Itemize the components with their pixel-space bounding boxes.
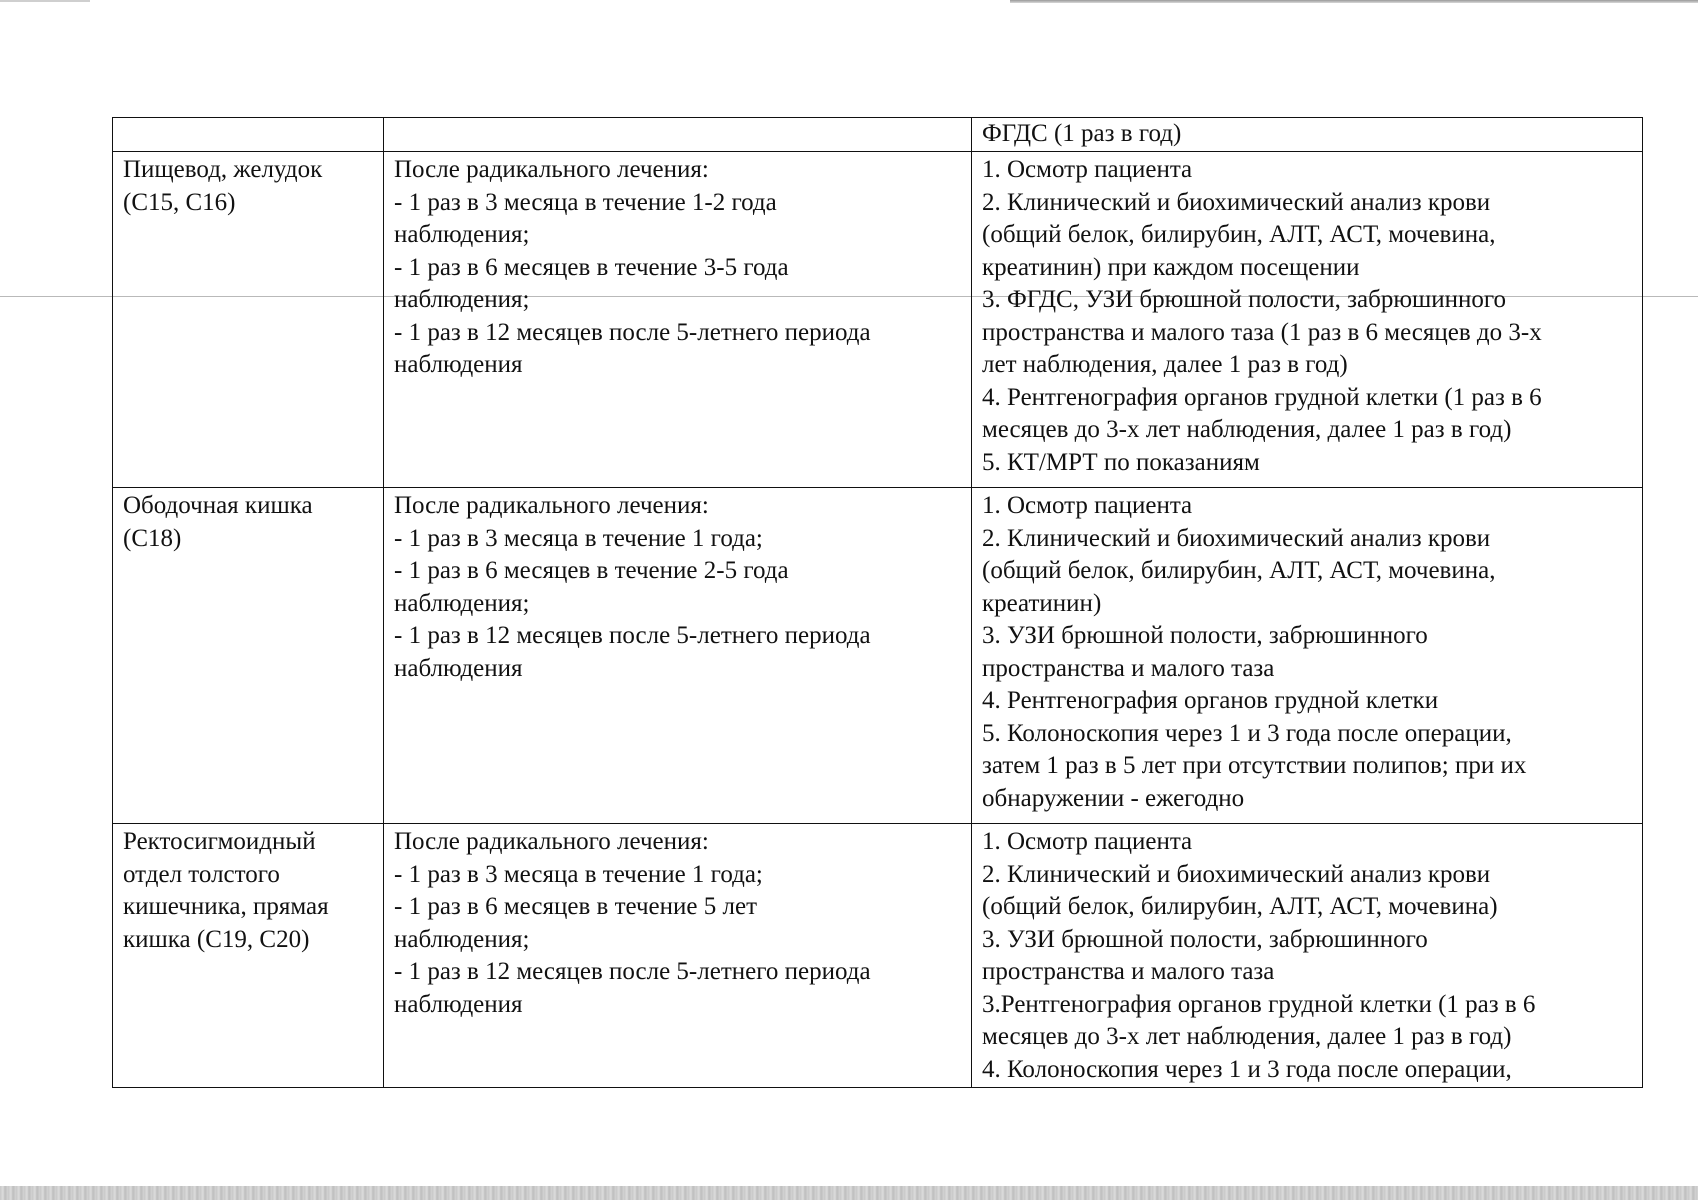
site-line: (C18) — [123, 524, 182, 552]
exam-line: месяцев до 3-х лет наблюдения, далее 1 раз в год) — [982, 1023, 1512, 1050]
site-line: отдел толстого — [123, 860, 280, 888]
scan-artifact-top — [1010, 0, 1698, 3]
frequency-line: наблюдения; — [394, 925, 530, 953]
header-text: ФГДС (1 раз в год) — [982, 120, 1182, 147]
frequency-line: - 1 раз в 12 месяцев после 5-летнего периода — [394, 622, 871, 649]
exam-line: креатинин) — [982, 589, 1102, 617]
cell-examinations — [972, 152, 1643, 488]
exam-line: пространства и малого таза (1 раз в 6 месяцев до 3-х — [982, 318, 1542, 346]
frequency-line: После радикального лечения: — [394, 156, 709, 183]
cell-examinations — [972, 824, 1643, 1088]
exam-line: 1. Осмотр пациента — [982, 828, 1193, 855]
exam-line: лет наблюдения, далее 1 раз в год) — [982, 351, 1348, 378]
header-cell-frequency — [384, 118, 972, 152]
scan-artifact-bottom — [0, 1186, 1698, 1200]
exam-line: 3.Рентгенография органов грудной клетки (1 раз в 6 — [982, 990, 1536, 1018]
exam-line: 3. ФГДС, УЗИ брюшной полости, забрюшинного — [982, 286, 1507, 313]
exam-line: 1. Осмотр пациента — [982, 156, 1193, 183]
site-line: Пищевод, желудок — [123, 156, 323, 183]
exam-line: креатинин) при каждом посещении — [982, 253, 1360, 281]
site-line: кишка (C19, C20) — [123, 925, 310, 953]
cell-frequency — [384, 488, 972, 824]
site-line: кишечника, прямая — [123, 893, 329, 920]
table-row — [113, 488, 1643, 824]
exam-line: 5. КТ/МРТ по показаниям — [982, 448, 1260, 476]
site-line: Ректосигмоидный — [123, 828, 316, 855]
site-line: (C15, C16) — [123, 188, 236, 216]
exam-line: (общий белок, билирубин, АЛТ, АСТ, мочевина) — [982, 893, 1498, 920]
frequency-line: наблюдения — [394, 990, 523, 1018]
follow-up-table — [112, 117, 1643, 1088]
cell-frequency — [384, 824, 972, 1088]
frequency-line: - 1 раз в 3 месяца в течение 1-2 года — [394, 188, 777, 216]
site-line: Ободочная кишка — [123, 492, 313, 519]
exam-line: пространства и малого таза — [982, 958, 1275, 985]
exam-line: пространства и малого таза — [982, 654, 1275, 682]
frequency-line: - 1 раз в 6 месяцев в течение 3-5 года — [394, 253, 789, 281]
frequency-line: наблюдения; — [394, 286, 530, 313]
exam-line: 2. Клинический и биохимический анализ крови — [982, 524, 1491, 552]
exam-line: 2. Клинический и биохимический анализ крови — [982, 188, 1491, 216]
table-row — [113, 824, 1643, 1088]
frequency-line: - 1 раз в 6 месяцев в течение 5 лет — [394, 893, 757, 920]
exam-line: 1. Осмотр пациента — [982, 492, 1193, 519]
exam-line: (общий белок, билирубин, АЛТ, АСТ, мочевина, — [982, 221, 1496, 248]
frequency-line: - 1 раз в 3 месяца в течение 1 года; — [394, 860, 763, 888]
cell-site — [113, 488, 384, 824]
exam-line: обнаружении - ежегодно — [982, 784, 1245, 812]
frequency-line: наблюдения — [394, 654, 523, 682]
cell-site — [113, 824, 384, 1088]
exam-line: месяцев до 3-х лет наблюдения, далее 1 раз в год) — [982, 416, 1512, 443]
frequency-line: - 1 раз в 12 месяцев после 5-летнего периода — [394, 318, 871, 346]
cell-site — [113, 152, 384, 488]
table-header-row — [113, 118, 1643, 152]
frequency-line: - 1 раз в 6 месяцев в течение 2-5 года — [394, 557, 789, 584]
exam-line: (общий белок, билирубин, АЛТ, АСТ, мочевина, — [982, 557, 1496, 584]
cell-frequency — [384, 152, 972, 488]
exam-line: 3. УЗИ брюшной полости, забрюшинного — [982, 622, 1428, 649]
frequency-line: После радикального лечения: — [394, 828, 709, 855]
table-row — [113, 152, 1643, 488]
cell-examinations — [972, 488, 1643, 824]
frequency-line: наблюдения; — [394, 221, 530, 248]
frequency-line: После радикального лечения: — [394, 492, 709, 519]
scan-artifact-top-left — [0, 0, 90, 2]
frequency-line: наблюдения — [394, 351, 523, 378]
frequency-line: - 1 раз в 3 месяца в течение 1 года; — [394, 524, 763, 552]
frequency-line: наблюдения; — [394, 589, 530, 617]
exam-line: 3. УЗИ брюшной полости, забрюшинного — [982, 925, 1428, 953]
header-cell-site — [113, 118, 384, 152]
exam-line: 4. Рентгенография органов грудной клетки (1 раз в 6 — [982, 383, 1542, 411]
exam-line: 4. Колоноскопия через 1 и 3 года после операции, — [982, 1055, 1512, 1083]
exam-line: 4. Рентгенография органов грудной клетки — [982, 687, 1439, 714]
frequency-line: - 1 раз в 12 месяцев после 5-летнего периода — [394, 958, 871, 985]
header-cell-examinations — [972, 118, 1643, 152]
exam-line: затем 1 раз в 5 лет при отсутствии полипов; при их — [982, 752, 1527, 779]
exam-line: 2. Клинический и биохимический анализ крови — [982, 860, 1491, 888]
exam-line: 5. Колоноскопия через 1 и 3 года после операции, — [982, 719, 1512, 747]
